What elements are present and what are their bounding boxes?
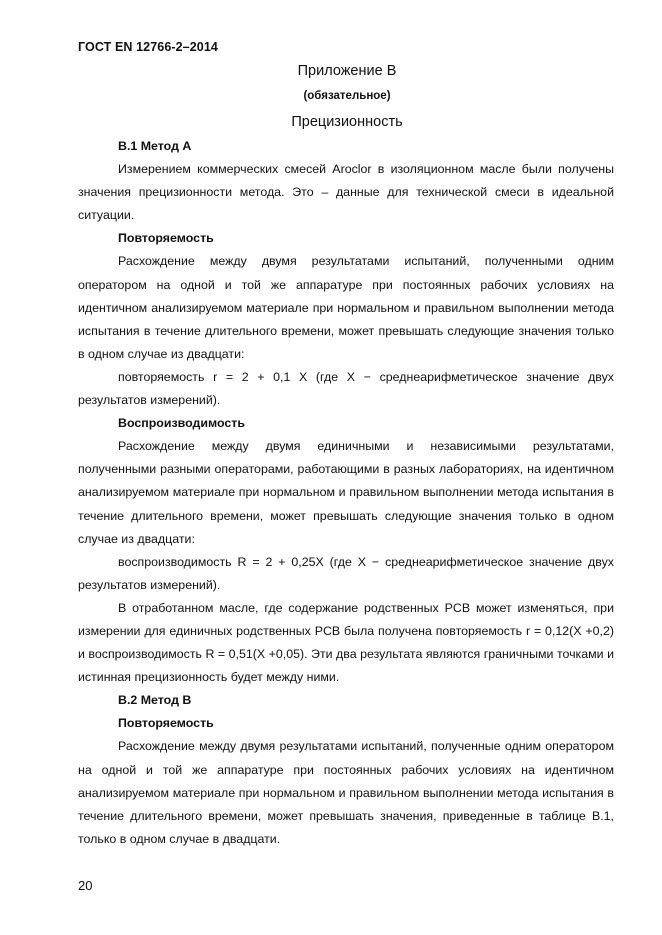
body-text [78, 135, 614, 851]
appendix-title: Приложение B [297, 63, 397, 79]
section-b1-reproducibility-formula: воспроизводимость R = 2 + 0,25X (где X − среднеарифметическое значение двух результатов измерений). [78, 554, 614, 592]
section-b1-intro: Измерением коммерческих смесей Aroclor в изоляционном масле были получены значения прецизионности метода. Это – данные для технической смеси в идеальной ситуации. [78, 162, 614, 223]
section-b1-repeatability-text: Расхождение между двумя результатами испытаний, полученными одним оператором на одной и той же аппаратуре при постоянных рабочих условиях на идентичном анализируемом материале при нормальном и правильном выполнении метода испытания в течение длительного времени, может превышать следующие значения только в одном случае из двадцати: [78, 254, 614, 361]
section-b1-repeatability-formula: повторяемость r = 2 + 0,1 X (где X − среднеарифметическое значение двух результатов измерений). [78, 369, 614, 408]
page-number: 20 [78, 878, 93, 893]
section-b1-title: B.1 Метод A [118, 139, 192, 153]
section-b1-repeatability-title: Повторяемость [118, 231, 214, 246]
section-b2-repeatability-text: Расхождение между двумя результатами испытаний, полученные одним оператором на одной и той же аппаратуре при постоянных рабочих условиях на идентичном анализируемом материале при нормальном и правильном выполнении метода испытания в течение длительного времени, может превышать значения, приведенные в таблице B.1, только в одном случае в двадцати. [78, 739, 614, 846]
section-b1-reproducibility-text: Расхождение между двумя единичными и независимыми результатами, полученными разными операторами, работающими в разных лабораториях, на идентичном анализируемом материале при нормальном и правильном выполнении метода испытания в течение длительного времени, может превышать следующие значения только в одном случае из двадцати: [78, 439, 614, 546]
section-b1-used-oil-note: В отработанном масле, где содержание родственных PCB может изменяться, при измерении для единичных родственных PCB была получена повторяемость r = 0,12(X +0,2) и воспроизводимость R = 0,51(X +0,05). Эти два результата являются граничными точками и истинная прецизионность будет между ними. [78, 600, 614, 685]
section-b1-reproducibility-title: Воспроизводимость [118, 416, 245, 431]
appendix-status: (обязательное) [303, 90, 391, 102]
section-b2-title: B.2 Метод B [118, 693, 192, 708]
section-b2-repeatability-title: Повторяемость [118, 716, 214, 731]
standard-designation: ГОСТ EN 12766-2–2014 [78, 40, 218, 54]
appendix-heading: Прецизионность [291, 114, 403, 130]
